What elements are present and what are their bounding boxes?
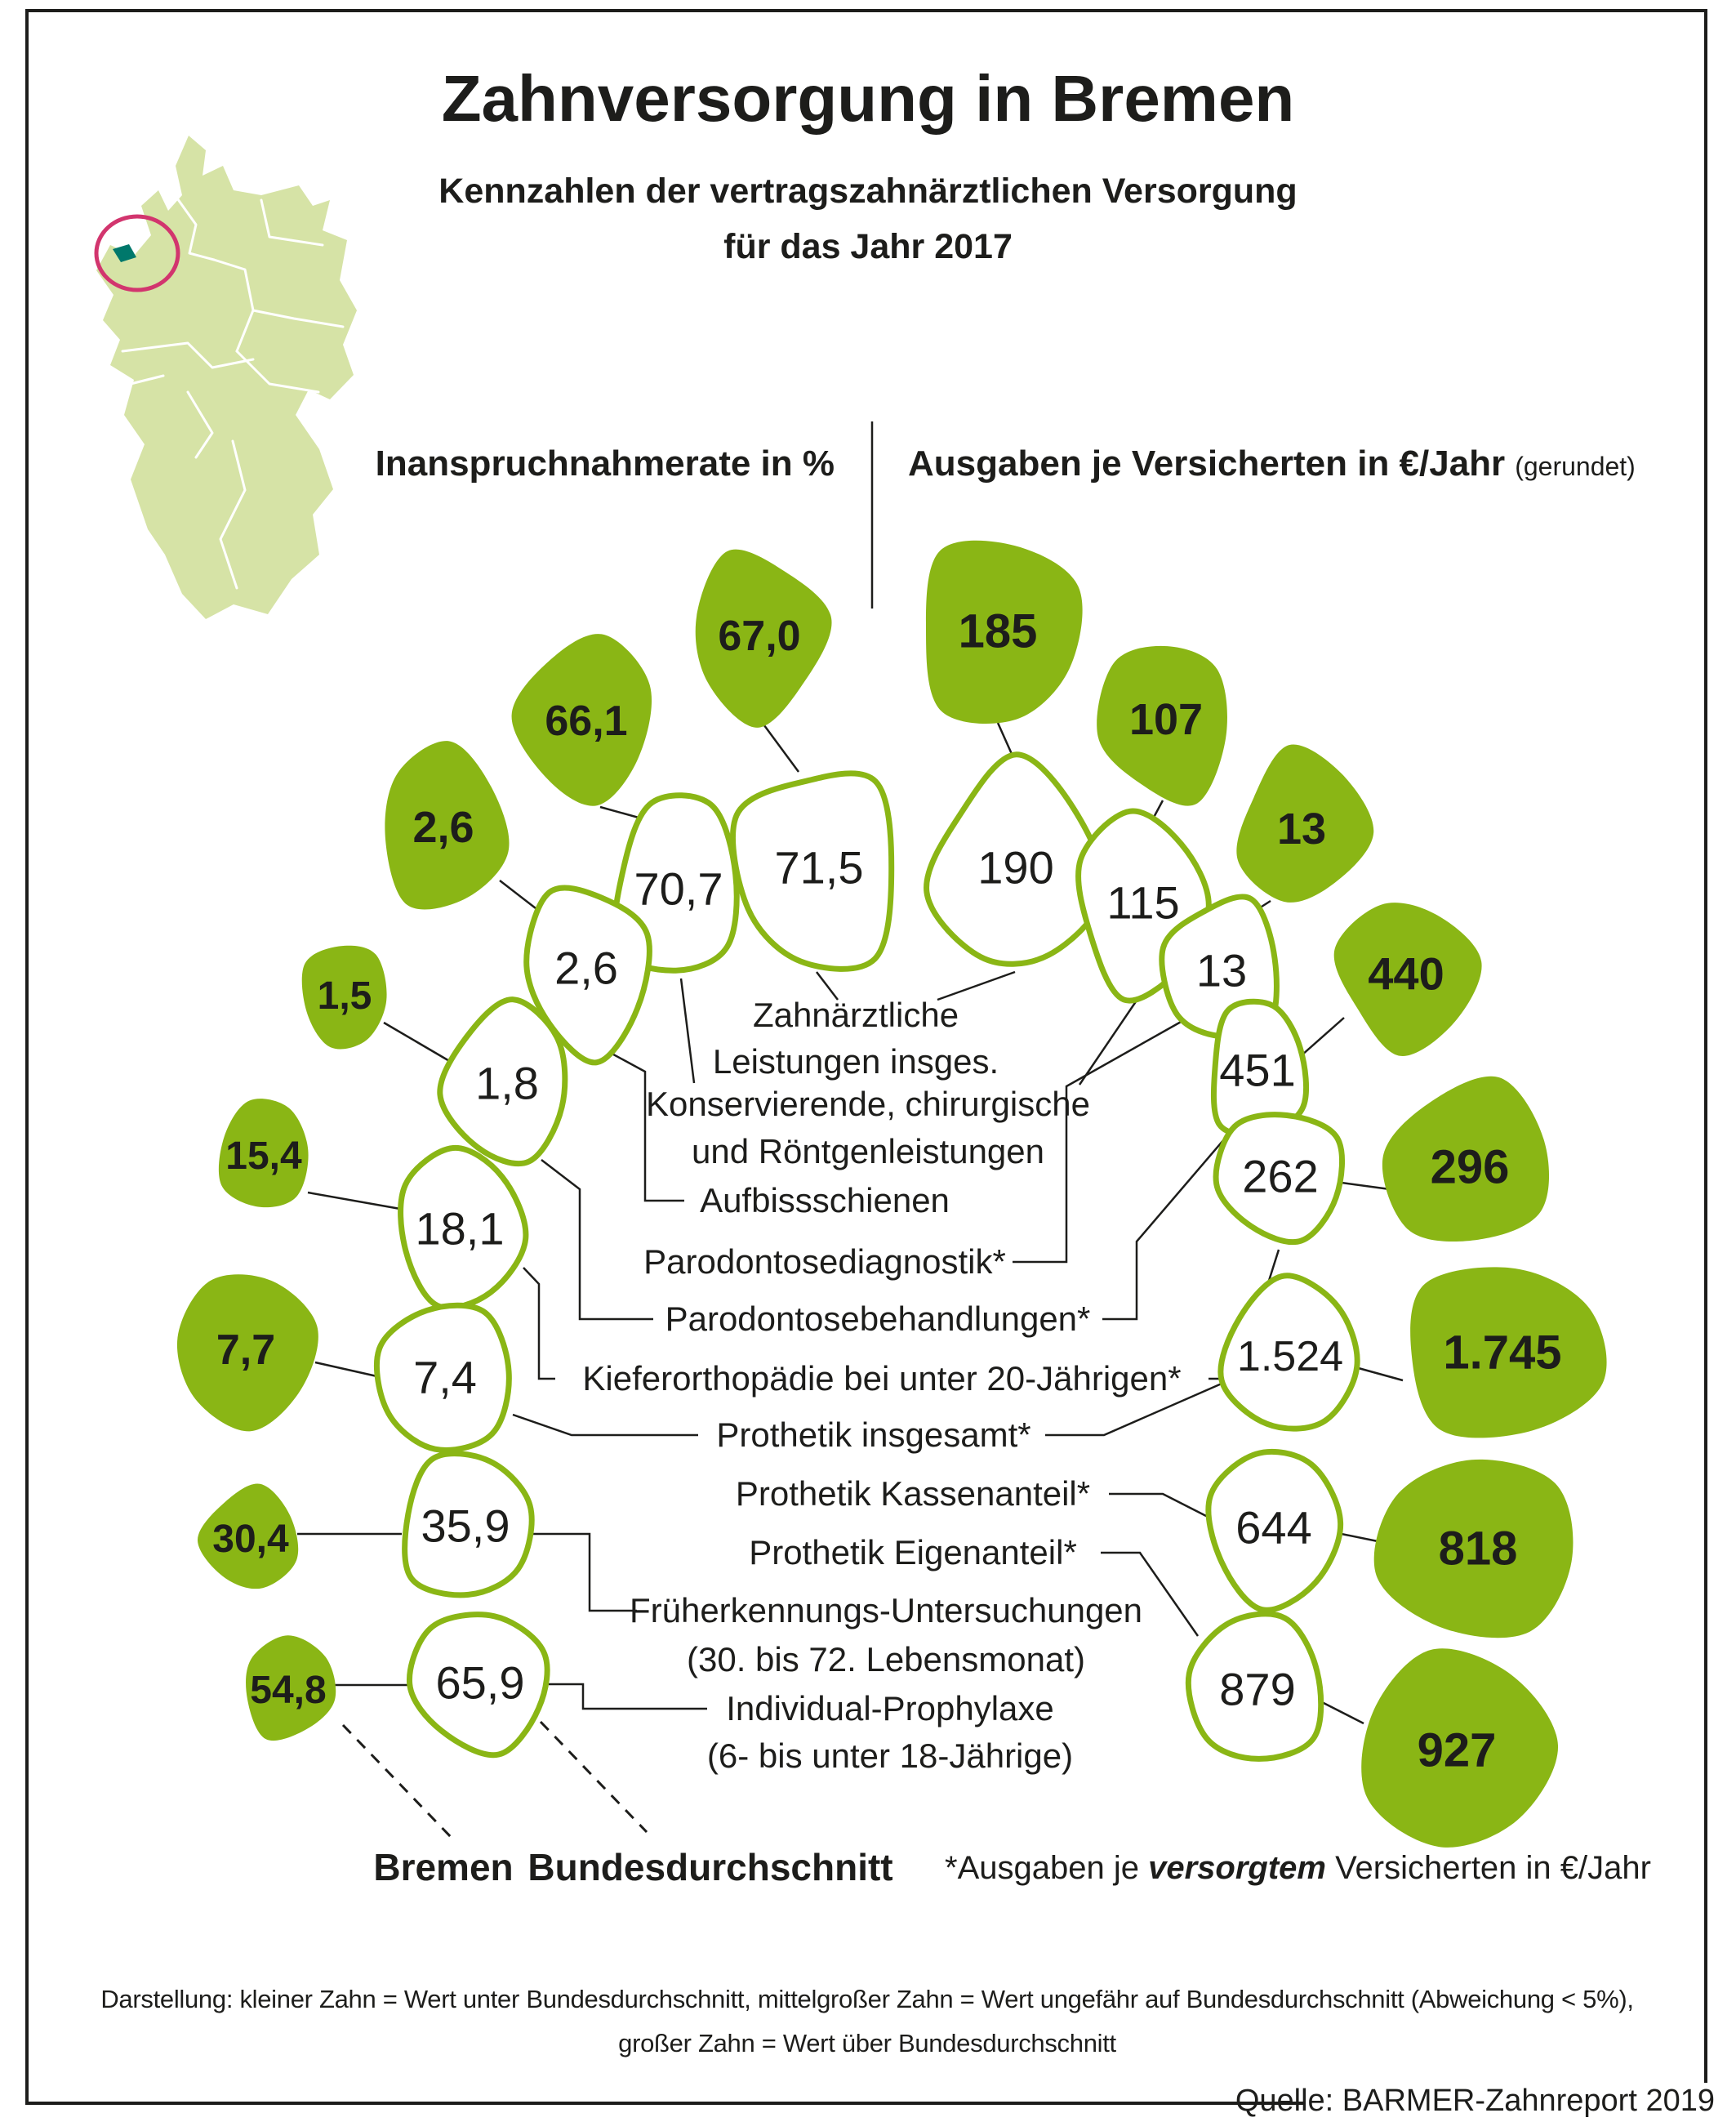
- right-column-header: [908, 444, 1636, 484]
- connector-link-aufbiss: [606, 1050, 684, 1201]
- tooth-eur-proges-bremen: [1410, 1267, 1606, 1438]
- tooth-value-eur-proeigen-bremen: 927: [1417, 1723, 1497, 1777]
- tooth-rate-kiefer-bremen: [219, 1099, 309, 1207]
- tooth-rate-parobeh-bremen: [302, 946, 387, 1050]
- tooth-value-rate-zahn-bund: 71,5: [774, 841, 864, 894]
- label-individual-prophylaxe-line1: Individual-Prophylaxe: [726, 1689, 1054, 1727]
- tooth-value-rate-kons-bund: 70,7: [634, 863, 723, 915]
- tooth-value-eur-kons-bund: 115: [1106, 876, 1180, 929]
- tooth-value-eur-zahn-bund: 190: [977, 841, 1054, 894]
- label-zahnaerztliche-line1: Zahnärztliche: [752, 996, 959, 1034]
- connector-link-prokasse: [1109, 1494, 1208, 1517]
- tooth-eur-prokasse-bund: [1209, 1451, 1341, 1610]
- tooth-eur-kons-bremen: [1097, 646, 1227, 806]
- tooth-eur-proges-bund: [1221, 1276, 1357, 1429]
- connector-link-parobeh-left: [541, 1160, 653, 1319]
- right-column-header-note: (gerundet): [1515, 452, 1636, 481]
- germany-outline: [96, 136, 357, 619]
- tooth-rate-zahn-bremen: [696, 550, 832, 728]
- left-column-header: Inanspruchnahmerate in %: [375, 444, 835, 484]
- tooth-rate-frueh-bremen: [198, 1484, 298, 1589]
- label-aufbissschienen: Aufbissschienen: [700, 1181, 950, 1219]
- label-parodontosediagnostik: Parodontosediagnostik*: [643, 1242, 1006, 1281]
- legend-bremen: Bremen: [373, 1846, 514, 1888]
- tooth-value-eur-zahn-bremen: 185: [958, 604, 1038, 658]
- tooth-rate-parobeh-bund: [440, 1000, 565, 1164]
- tooth-value-eur-parobeh-bremen: 440: [1368, 947, 1444, 1000]
- tooth-eur-parodiag-bremen: [1236, 744, 1373, 902]
- tooth-value-rate-indiv-bremen: 54,8: [250, 1668, 327, 1712]
- connector-link-frueh: [531, 1534, 637, 1611]
- connector-pair-parobeh-rate: [384, 1023, 451, 1062]
- legend-dash-bremen: [343, 1725, 452, 1838]
- page-subtitle-line2: für das Jahr 2017: [723, 227, 1013, 266]
- tooth-value-rate-parobeh-bremen: 1,5: [317, 974, 372, 1018]
- tooth-rate-zahn-bund: [733, 773, 892, 969]
- tooth-value-eur-proeigen-bund: 879: [1219, 1663, 1296, 1715]
- footnote: [945, 1850, 1651, 1886]
- label-frueherkennungs-line1: Früherkennungs-Untersuchungen: [629, 1591, 1143, 1629]
- tooth-value-rate-parobeh-bund: 1,8: [475, 1057, 539, 1109]
- tooth-rate-indiv-bremen: [246, 1635, 336, 1741]
- label-prothetik-eigenanteil: Prothetik Eigenanteil*: [749, 1533, 1077, 1571]
- connector-pair-prokasse-eur: [1338, 1533, 1382, 1542]
- page-subtitle-line1: Kennzahlen der vertragszahnärztlichen Versorgung: [438, 172, 1298, 211]
- label-parodontosebehandlungen: Parodontosebehandlungen*: [665, 1300, 1091, 1338]
- connector-link-kons-right: [1079, 993, 1142, 1085]
- source-credit: Quelle: BARMER-Zahnreport 2019: [1235, 2084, 1715, 2118]
- tooth-rate-proges-bremen: [177, 1274, 318, 1431]
- tooth-value-rate-zahn-bremen: 67,0: [718, 613, 801, 661]
- tooth-eur-proeigen-bremen: [1361, 1648, 1558, 1848]
- tooth-eur-prokasse-bremen: [1374, 1460, 1574, 1638]
- tooth-value-eur-kons-bremen: 107: [1128, 694, 1204, 744]
- connector-pair-zahn-rate: [759, 719, 799, 772]
- tooth-value-eur-kiefer-bremen: 296: [1430, 1140, 1510, 1194]
- connector-pair-proges-rate: [315, 1362, 381, 1377]
- tooth-value-rate-kons-bremen: 66,1: [545, 698, 628, 746]
- tooth-rate-frueh-bund: [405, 1454, 532, 1595]
- tooth-value-eur-parodiag-bund: 13: [1195, 944, 1248, 996]
- tooth-value-eur-prokasse-bund: 644: [1235, 1501, 1312, 1554]
- label-kieferorthopaedie: Kieferorthopädie bei unter 20-Jährigen*: [582, 1359, 1182, 1398]
- row-labels: [582, 996, 1181, 1775]
- connector-link-indiv: [549, 1684, 707, 1709]
- footnote-emphasis: versorgtem: [1148, 1850, 1326, 1886]
- germany-map: [96, 136, 357, 619]
- tooth-eur-parobeh-bremen: [1334, 903, 1482, 1056]
- tooth-value-rate-aufbiss-bund: 2,6: [554, 942, 618, 994]
- tooth-value-rate-indiv-bund: 65,9: [435, 1656, 525, 1709]
- legend-bundesdurchschnitt: Bundesdurchschnitt: [527, 1846, 893, 1888]
- connector-pair-aufbiss-rate: [500, 880, 536, 908]
- tooth-rate-aufbiss-bremen: [385, 741, 509, 909]
- label-frueherkennungs-line2: (30. bis 72. Lebensmonat): [687, 1640, 1085, 1678]
- tooth-value-eur-proges-bund: 1.524: [1236, 1333, 1344, 1381]
- tooth-eur-kiefer-bremen: [1382, 1077, 1549, 1242]
- tooth-value-rate-frueh-bund: 35,9: [421, 1500, 510, 1552]
- tooth-value-rate-proges-bremen: 7,7: [216, 1326, 276, 1375]
- size-explanation-line1: Darstellung: kleiner Zahn = Wert unter Bundesdurchschnitt, mittelgroßer Zahn = Wert ungefähr auf Bundesdurchschnitt (Abweichung < 5%),: [100, 1985, 1634, 2013]
- tooth-value-rate-frueh-bremen: 30,4: [212, 1517, 289, 1561]
- connector-pair-proges-eur: [1355, 1367, 1403, 1380]
- connector-pair-kiefer-eur: [1342, 1183, 1390, 1189]
- tooth-eur-zahn-bund: [927, 755, 1105, 965]
- label-prothetik-insgesamt: Prothetik insgesamt*: [716, 1415, 1031, 1454]
- label-individual-prophylaxe-line2: (6- bis unter 18-Jährige): [706, 1736, 1074, 1775]
- tooth-eur-kiefer-bund: [1216, 1115, 1342, 1242]
- connector-link-kons-left: [681, 979, 694, 1083]
- connector-link-proges-left: [513, 1415, 698, 1435]
- tooth-value-rate-kiefer-bremen: 15,4: [225, 1134, 302, 1178]
- footnote-suffix: Versicherten in €/Jahr: [1325, 1850, 1651, 1886]
- tooth-value-eur-parobeh-bund: 451: [1219, 1044, 1296, 1096]
- connector-pair-parobeh-eur: [1302, 1018, 1344, 1055]
- tooth-rate-proges-bund: [376, 1305, 509, 1450]
- tooth-value-eur-proges-bremen: 1.745: [1443, 1326, 1562, 1380]
- legend-dash-bund: [541, 1722, 647, 1832]
- tooth-value-eur-parodiag-bremen: 13: [1276, 804, 1327, 854]
- tooth-eur-proeigen-bund: [1188, 1614, 1320, 1759]
- tooth-value-rate-kiefer-bund: 18,1: [415, 1202, 505, 1255]
- connector-pair-proeigen-eur: [1320, 1701, 1364, 1723]
- connector-pair-kiefer-rate: [308, 1193, 400, 1209]
- tooth-value-rate-aufbiss-bremen: 2,6: [412, 802, 474, 852]
- label-prothetik-kassenanteil: Prothetik Kassenanteil*: [735, 1474, 1091, 1513]
- tooth-value-eur-prokasse-bremen: 818: [1438, 1522, 1518, 1576]
- size-explanation-line2: großer Zahn = Wert über Bundesdurchschnitt: [618, 2029, 1116, 2057]
- tooth-value-rate-proges-bund: 7,4: [413, 1351, 477, 1403]
- footnote-prefix: *Ausgaben je: [945, 1850, 1149, 1886]
- tooth-eur-zahn-bremen: [926, 541, 1083, 724]
- tooth-rate-indiv-bund: [410, 1615, 548, 1755]
- page-title: Zahnversorgung in Bremen: [441, 62, 1295, 135]
- connector-link-parobeh-right: [1102, 1134, 1229, 1319]
- tooth-value-eur-kiefer-bund: 262: [1242, 1150, 1319, 1202]
- tooth-rate-kiefer-bund: [401, 1148, 526, 1308]
- label-zahnaerztliche-line2: Leistungen insges.: [712, 1042, 999, 1081]
- label-konservierende-line1: Konservierende, chirurgische: [646, 1085, 1090, 1123]
- tooth-rate-kons-bremen: [512, 634, 652, 806]
- connector-link-kiefer-left: [523, 1268, 555, 1379]
- label-konservierende-line2: und Röntgenleistungen: [691, 1132, 1045, 1170]
- right-column-header-main: Ausgaben je Versicherten in €/Jahr: [908, 444, 1506, 484]
